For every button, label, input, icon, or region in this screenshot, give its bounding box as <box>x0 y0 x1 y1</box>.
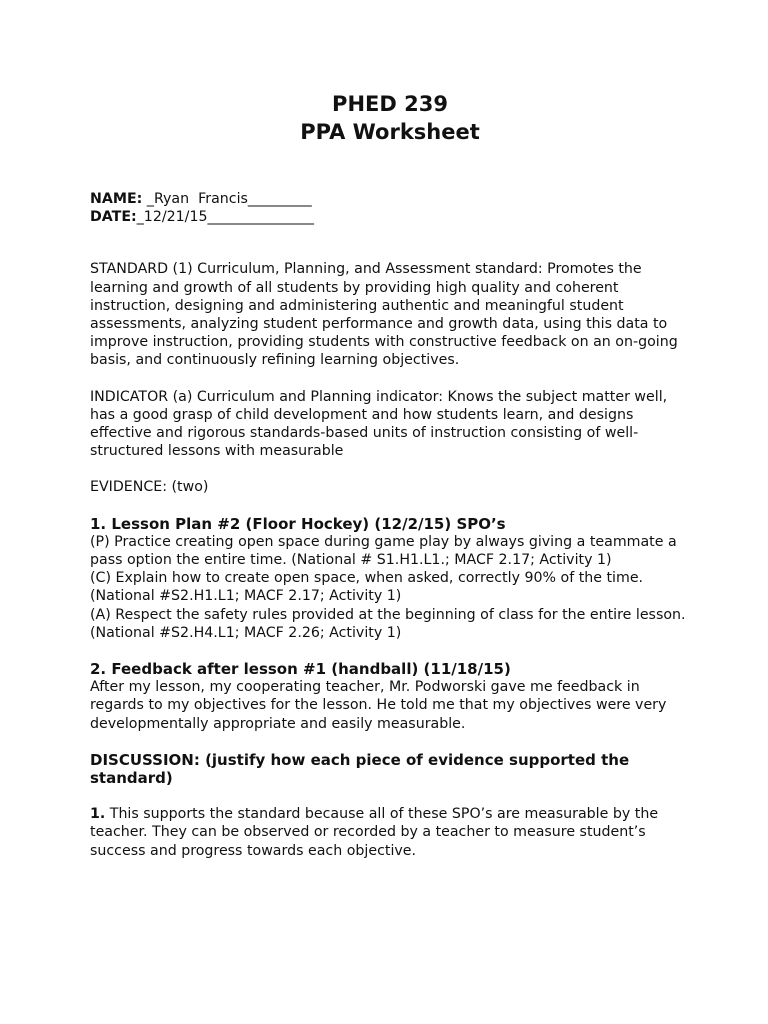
name-label: NAME: <box>90 191 143 207</box>
date-label: DATE: <box>90 209 137 226</box>
date-field <box>90 208 690 226</box>
name-value: _Ryan Francis_________ <box>142 191 312 207</box>
evidence-2-body: After my lesson, my cooperating teacher, Mr. Podworski gave me feedback in regards to my objectives for the lesson. He told me that my objectives were very developmentally appropriate and easily measurable. <box>90 679 667 732</box>
indicator-paragraph: INDICATOR (a) Curriculum and Planning indicator: Knows the subject matter well, has a good grasp of child development and how students learn, and designs effective and rigorous standards-based units of instruction consisting of well-structured lessons with measurable <box>90 388 668 460</box>
discussion-item-number: 1. <box>90 806 106 823</box>
standard-paragraph: STANDARD (1) Curriculum, Planning, and Assessment standard: Promotes the learning and growth of all students by providing high quality and coherent instruction, designing and administering authentic and meaningful student assessments, analyzing student performance and growth data, using this data to improve instruction, providing students with constructive feedback on an on-going basis, and continuously refining learning objectives. <box>90 261 678 369</box>
name-field <box>90 190 690 208</box>
worksheet-page <box>90 90 690 860</box>
course-code: PHED 239 <box>332 92 448 116</box>
worksheet-title: PPA Worksheet <box>300 120 480 144</box>
header-fields <box>90 190 690 226</box>
document-title <box>90 90 690 146</box>
discussion-item-1 <box>90 805 690 860</box>
evidence-item-1 <box>90 515 690 642</box>
evidence-1-title: 1. Lesson Plan #2 (Floor Hockey) (12/2/15) SPO’s <box>90 514 506 533</box>
date-value: _12/21/15_______________ <box>136 209 314 226</box>
evidence-2-title: 2. Feedback after lesson #1 (handball) (11/18/15) <box>90 660 511 679</box>
discussion-item-text: This supports the standard because all of these SPO’s are measurable by the teacher. They can be observed or recorded by a teacher to measure student’s success and progress towards each objective. <box>90 806 659 859</box>
discussion-heading: DISCUSSION: (justify how each piece of evidence supported the standard) <box>90 750 630 788</box>
evidence-item-2 <box>90 660 690 733</box>
spo-cognitive: (C) Explain how to create open space, when asked, correctly 90% of the time. (National #S2.H1.L1; MACF 2.17; Activity 1) <box>90 570 644 605</box>
spo-affective: (A) Respect the safety rules provided at the beginning of class for the entire lesson. (National #S2.H4.L1; MACF 2.26; Activity 1) <box>90 606 686 641</box>
spo-psychomotor: (P) Practice creating open space during game play by always giving a teammate a pass option the entire time. (National # S1.H1.L1.; MACF 2.17; Activity 1) <box>90 533 677 569</box>
evidence-label: EVIDENCE: (two) <box>90 479 209 496</box>
